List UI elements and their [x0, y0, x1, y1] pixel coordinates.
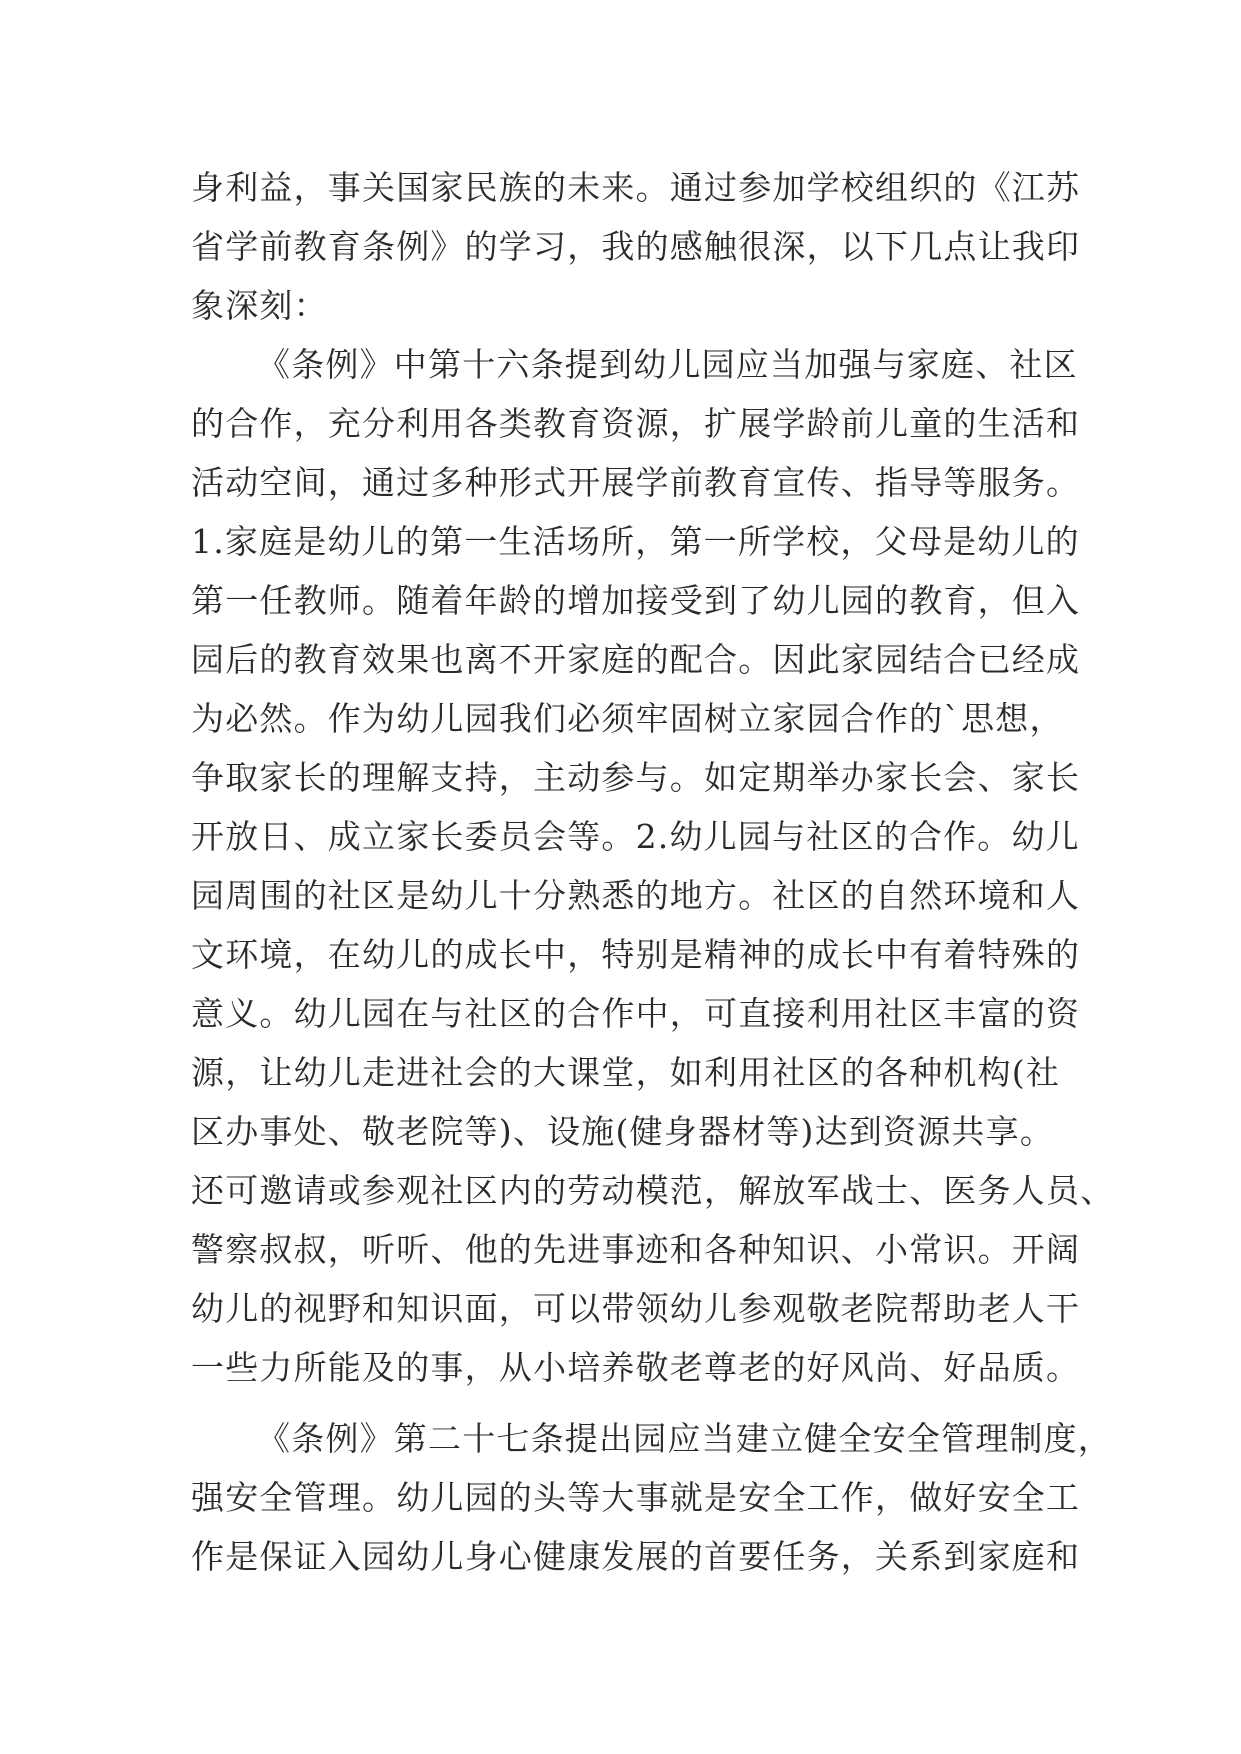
paragraph-article-27: [191, 1409, 1112, 1586]
text-line: 开放日、成立家长委员会等。2.幼儿园与社区的合作。幼儿: [191, 817, 1080, 856]
text-line: 省学前教育条例》的学习，我的感触很深，以下几点让我印: [191, 227, 1081, 266]
text-line: 幼儿的视野和知识面，可以带领幼儿参观敬老院帮助老人干: [191, 1289, 1081, 1328]
paragraph-article-16: [191, 335, 1115, 1397]
text-line: 象深刻：: [191, 286, 328, 325]
text-line: 1.家庭是幼儿的第一生活场所，第一所学校，父母是幼儿的: [191, 522, 1080, 561]
text-line: 活动空间，通过多种形式开展学前教育宣传、指导等服务。: [191, 463, 1081, 502]
text-line: 为必然。作为幼儿园我们必须牢固树立家园合作的`思想，: [191, 699, 1064, 738]
text-line: 园后的教育效果也离不开家庭的配合。因此家园结合已经成: [191, 640, 1081, 679]
text-line: 区办事处、敬老院等)、设施(健身器材等)达到资源共享。: [191, 1112, 1055, 1151]
text-line: 还可邀请或参观社区内的劳动模范，解放军战士、医务人员、: [191, 1171, 1115, 1210]
document-body: [191, 158, 1115, 1586]
text-line: 源，让幼儿走进社会的大课堂，如利用社区的各种机构(社: [191, 1053, 1061, 1092]
text-line: 第一任教师。随着年龄的增加接受到了幼儿园的教育，但入: [191, 581, 1081, 620]
text-line: 文环境，在幼儿的成长中，特别是精神的成长中有着特殊的: [191, 935, 1081, 974]
text-line: 强安全管理。幼儿园的头等大事就是安全工作，做好安全工: [191, 1478, 1081, 1517]
text-line: 警察叔叔，听听、他的先进事迹和各种知识、小常识。开阔: [191, 1230, 1081, 1269]
text-line: 《条例》中第十六条提到幼儿园应当加强与家庭、社区: [257, 345, 1078, 384]
paragraph-intro: [191, 158, 1081, 335]
text-line: 《条例》第二十七条提出园应当建立健全安全管理制度，: [257, 1419, 1112, 1458]
text-line: 作是保证入园幼儿身心健康发展的首要任务，关系到家庭和: [191, 1537, 1081, 1576]
text-line: 园周围的社区是幼儿十分熟悉的地方。社区的自然环境和人: [191, 876, 1081, 915]
text-line: 意义。幼儿园在与社区的合作中，可直接利用社区丰富的资: [191, 994, 1081, 1033]
text-line: 争取家长的理解支持，主动参与。如定期举办家长会、家长: [191, 758, 1081, 797]
text-line: 一些力所能及的事，从小培养敬老尊老的好风尚、好品质。: [191, 1348, 1081, 1387]
text-line: 的合作，充分利用各类教育资源，扩展学龄前儿童的生活和: [191, 404, 1081, 443]
text-line: 身利益，事关国家民族的未来。通过参加学校组织的《江苏: [191, 168, 1081, 207]
